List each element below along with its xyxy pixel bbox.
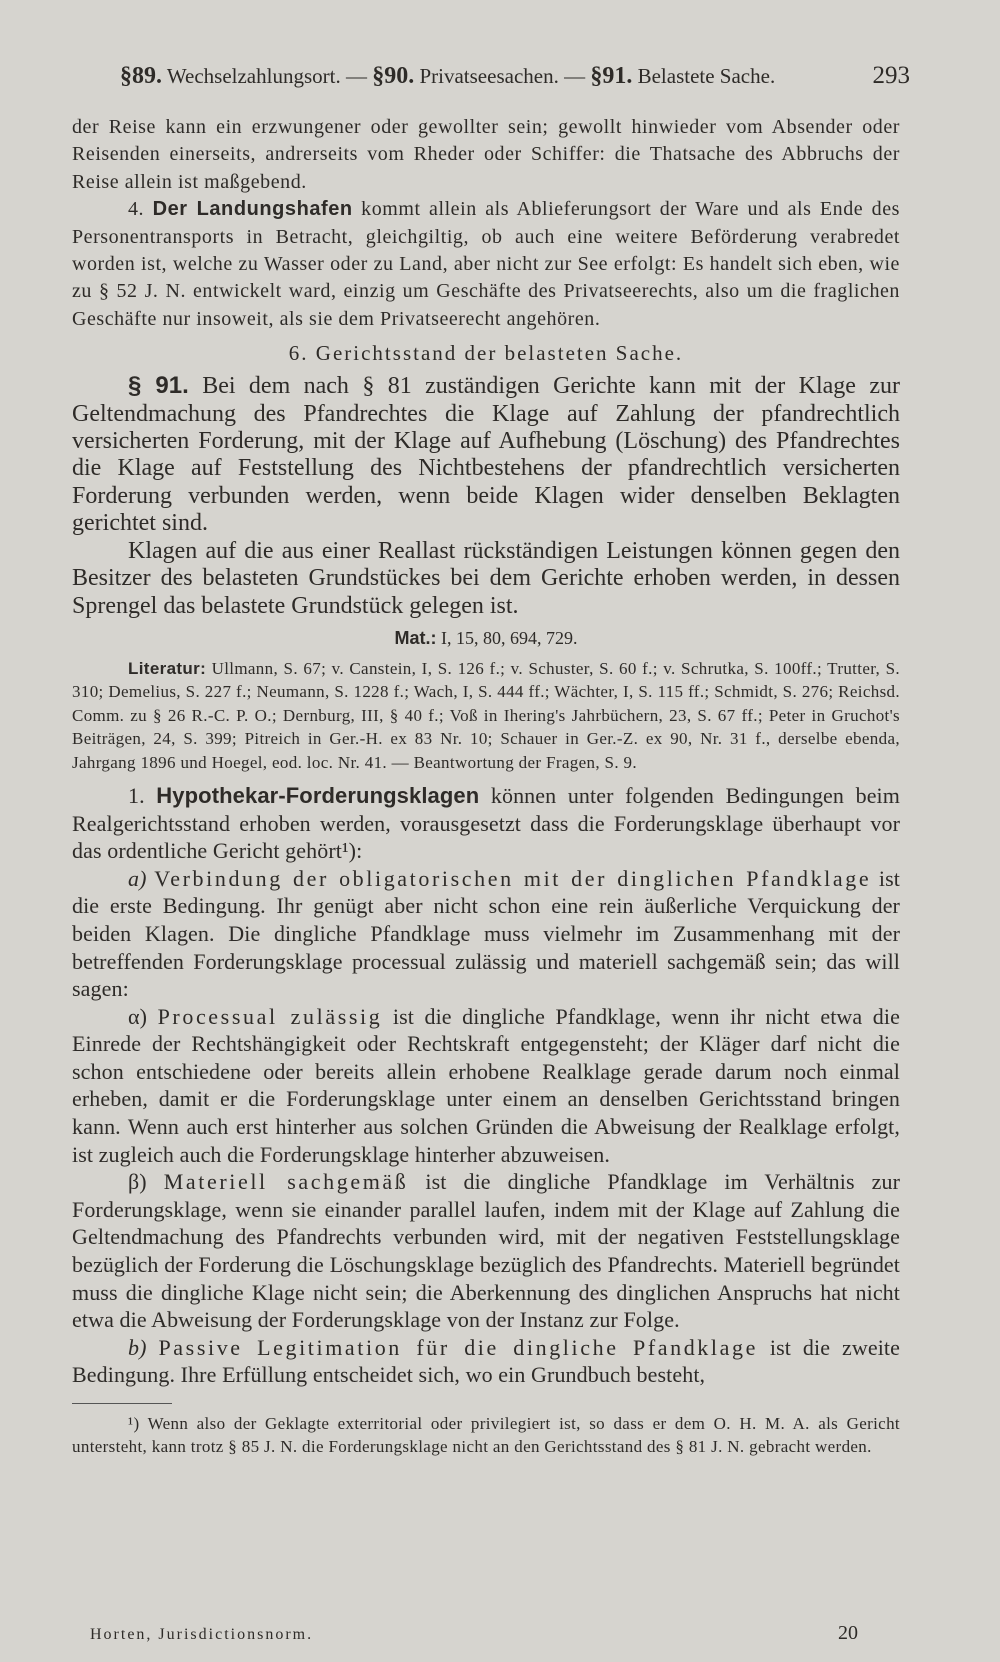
literature-text: Ullmann, S. 67; v. Canstein, I, S. 126 f.; v. Schuster, S. 60 f.; v. Schrutka, S. 100ff.; Trutter, S. 310; Demelius, S. 227 f.; Neumann, S. 1228 f.; Wach, I, S. 444 ff.; Wächter, I, S. 115 ff.; Schmidt, S. 276; Reichsd. Comm. zu § 26 R.-C. P. O.; Dernburg, III, § 40 f.; Voß in Ihering's Jahrbüchern, 23, S. 67 ff.; Peter in Gruchot's Beiträgen, 24, S. 399; Pitreich in Ger.-H. ex 83 Nr. 10; Schauer in Ger.-Z. ex 90, Nr. 31 f., derselbe ebenda, Jahrgang 1896 und Hoegel, eod. loc. Nr. 41. — Beantwortung der Fragen, S. 9. [72,658,900,772]
section-heading-text: Gerichtsstand der belasteten Sache. [315,341,684,366]
page-number: 293 [872,62,910,89]
paragraph-condition-b [72,1334,900,1389]
materials-line [72,628,900,649]
item-heading: Processual zulässig [157,1003,383,1029]
statute-paragraph-91 [72,372,900,537]
item-number: 1. [128,782,145,808]
item-heading: Materiell sachgemäß [163,1169,409,1195]
paragraph-condition-a [72,865,900,1003]
paragraph-landungshafen [72,196,900,333]
statute-text: Bei dem nach § 81 zuständigen Gerichte kann mit der Klage zur Geltendmachung des Pfandrechtes die Klage auf Zahlung der pfandrechtlich versicherten Forderung, mit der Klage auf Aufhebung (Löschung) des Pfandrechtes die Klage auf Feststellung des Nichtbestehens der pfandrechtlich versicherten Forderung verbunden werden, wenn beide Klagen wider denselben Beklagten gerichtet sind. [72,373,901,537]
section-number: 91. [602,63,633,89]
paragraph-condition-alpha [72,1003,900,1169]
item-text: ist die erste Bedingung. Ihr genügt aber nicht schon eine rein äußerliche Verquickung der beiden Klagen. Die dingliche Pfandklage muss vielmehr im Zusammenhang mit der betreffenden Forderungsklage processual zulässig und materiell sachgemäß sein; das will sagen: [72,865,900,1002]
literature-label: Literatur: [128,658,207,678]
printer-signature: Horten, Jurisdictionsnorm. [90,1626,314,1643]
footnote: ¹) Wenn also der Geklagte exterritorial oder privilegiert ist, so dass er dem O. H. M. A. als Gericht untersteht, kann trotz § 85 J. N. die Forderungsklage nicht an den Gerichtsstand des § 81 J. N. gebracht werden. [72,1414,900,1457]
section-title: Wechselzahlungsort. — [166,64,367,88]
section-number: 90. [384,63,415,89]
item-heading: Hypothekar-Forderungsklagen [156,782,480,808]
literature-paragraph [72,657,900,774]
item-label: α) [128,1003,148,1029]
section-symbol: § [372,63,385,89]
paragraph-hypothekar [72,782,900,865]
sheet-number: 20 [838,1622,858,1644]
materials-text: I, 15, 80, 694, 729. [441,627,578,648]
item-label: b) [128,1334,147,1360]
statute-paragraph-91-second: Klagen auf die aus einer Reallast rückständigen Leistungen können gegen den Besitzer des belasteten Grundstückes bei dem Gerichte erhoben werden, in dessen Sprengel das belastete Grundstück gelegen ist. [72,537,900,619]
section-heading [72,341,900,366]
section-title: Privatseesachen. — [419,64,586,88]
item-number: 4. [128,198,145,221]
section-symbol: § [590,63,603,89]
section-heading-number: 6. [288,341,309,366]
footnote-divider [72,1403,172,1404]
statute-label: § 91. [128,372,189,400]
item-heading: Verbindung der obligatorischen mit der dinglichen Pfandklage [154,865,872,891]
section-symbol: § [120,63,132,89]
materials-label: Mat.: [394,627,437,648]
page-footer [90,1622,858,1645]
item-text: ist die zweite Bedingung. Ihre Erfüllung entscheidet sich, wo ein Grundbuch besteht, [72,1334,900,1388]
item-text: ist die dingliche Pfandklage im Verhältnis zur Forderungsklage, wenn sie einander parallel laufen, indem mit der Klage auf Zahlung die Geltendmachung des Pfandrechts verbunden wird, mit der negativen Feststellungsklage bezüglich der Forderung die Löschungsklage bezüglich des Pfandrechts. Materiell begründet muss die dingliche Klage nicht sein; die Aberkennung des dinglichen Anspruchs hat nicht etwa die Abweisung der Forderungsklage von der Instanz zur Folge. [72,1169,900,1333]
running-header [120,62,910,98]
section-number: 89. [132,63,162,89]
item-text: ist die dingliche Pfandklage, wenn ihr nicht etwa die Einrede der Rechtshängigkeit oder Rechtskraft entgegensteht; der Kläger darf nicht die schon entschiedene oder bereits allein erhobene Realklage gerade darum noch einmal erheben, damit er die Forderungsklage unter einem an denselben Gerichtsstand bringen kann. Wenn auch erst hinterher aus solchen Gründen die Abweisung der Realklage erfolgt, ist zugleich auch die Forderungsklage hinterher abzuweisen. [72,1003,900,1167]
item-label: a) [128,865,147,891]
paragraph-condition-beta [72,1168,900,1334]
item-label: β) [128,1169,147,1195]
running-title [120,63,775,90]
section-title: Belastete Sache. [637,64,776,88]
item-text: können unter folgenden Bedingungen beim Realgerichtsstand erhoben werden, vorausgesetzt dass die Forderungsklage überhaupt vor das ordentliche Gericht gehört¹): [72,782,900,864]
item-heading: Passive Legitimation für die dingliche Pfandklage [158,1334,758,1360]
item-text: kommt allein als Ablieferungsort der Ware und als Ende des Personentransports in Betracht, gleichgiltig, ob auch eine weitere Beförderung verabredet worden ist, welche zu Wasser oder zu Land, aber nicht zur See erfolgt: Es handelt sich eben, wie zu § 52 J. N. entwickelt ward, einzig um Geschäfte des Privatseerechts, also um die fraglichen Geschäfte nur insoweit, als sie dem Privatseerecht angehören. [72,198,900,330]
item-heading: Der Landungshafen [152,198,353,221]
paragraph-continuation: der Reise kann ein erzwungener oder gewollter sein; gewollt hinwieder vom Absender oder Reisenden einerseits, andrerseits vom Rheder oder Schiffer: die Thatsache des Abbruchs der Reise allein ist maßgebend. [72,116,900,193]
page-body [72,114,900,1459]
